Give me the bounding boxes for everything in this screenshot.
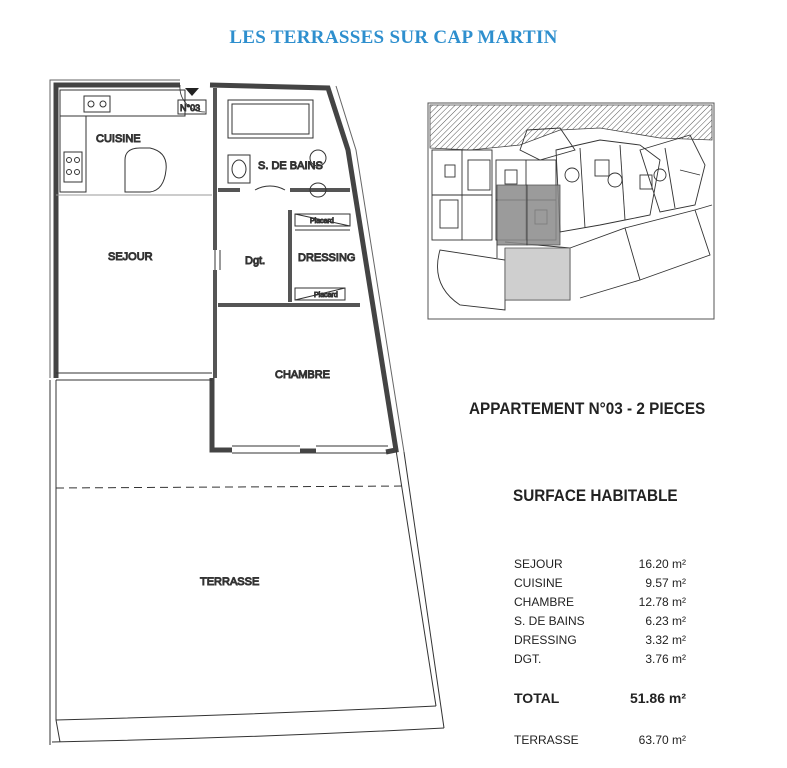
area-row	[514, 574, 686, 593]
closet-label: Placard	[310, 218, 334, 225]
terrasse-row	[514, 733, 686, 747]
area-room: DGT.	[514, 652, 542, 666]
terrasse-value: 63.70 m²	[638, 733, 686, 747]
unit-tag-label: N°03	[180, 103, 201, 113]
room-label-cuisine: CUISINE	[96, 133, 141, 145]
bathroom-fixtures	[228, 100, 326, 197]
total-value: 51.86 m²	[629, 690, 686, 706]
area-room: CUISINE	[514, 576, 563, 590]
interior-walls	[56, 88, 360, 378]
area-value: 16.20 m²	[638, 557, 686, 571]
area-room: DRESSING	[514, 633, 577, 647]
total-label: TOTAL	[514, 690, 560, 706]
area-room: SEJOUR	[514, 557, 563, 571]
area-row	[514, 555, 686, 574]
key-plan	[428, 103, 714, 319]
area-value: 3.76 m²	[645, 652, 686, 666]
room-label-terrasse: TERRASSE	[200, 576, 260, 588]
room-label-sdb: S. DE BAINS	[258, 160, 323, 172]
area-value: 12.78 m²	[638, 595, 686, 609]
room-label-dgt: Dgt.	[245, 255, 266, 267]
area-value: 3.32 m²	[645, 633, 686, 647]
area-value: 9.57 m²	[645, 576, 686, 590]
area-row	[514, 631, 686, 650]
room-label-chambre: CHAMBRE	[275, 369, 331, 381]
page-title: LES TERRASSES SUR CAP MARTIN	[229, 27, 558, 48]
area-table	[514, 555, 686, 669]
surface-heading: SURFACE HABITABLE	[513, 486, 678, 505]
terrasse-label: TERRASSE	[514, 733, 579, 747]
closet-label: Placard	[314, 292, 338, 299]
area-value: 6.23 m²	[645, 614, 686, 628]
area-room: S. DE BAINS	[514, 614, 585, 628]
apartment-heading: APPARTEMENT N°03 - 2 PIECES	[469, 399, 706, 418]
total-row	[514, 690, 686, 706]
room-label-dressing: DRESSING	[298, 252, 356, 264]
window-openings	[56, 250, 388, 453]
selected-unit-highlight	[497, 185, 527, 245]
room-label-sejour: SEJOUR	[108, 251, 153, 263]
area-row	[514, 612, 686, 631]
entrance-arrow-icon	[185, 88, 199, 96]
area-row	[514, 650, 686, 669]
terrace-outline	[50, 380, 444, 745]
main-plan	[50, 80, 444, 745]
area-room: CHAMBRE	[514, 595, 575, 609]
area-row	[514, 593, 686, 612]
